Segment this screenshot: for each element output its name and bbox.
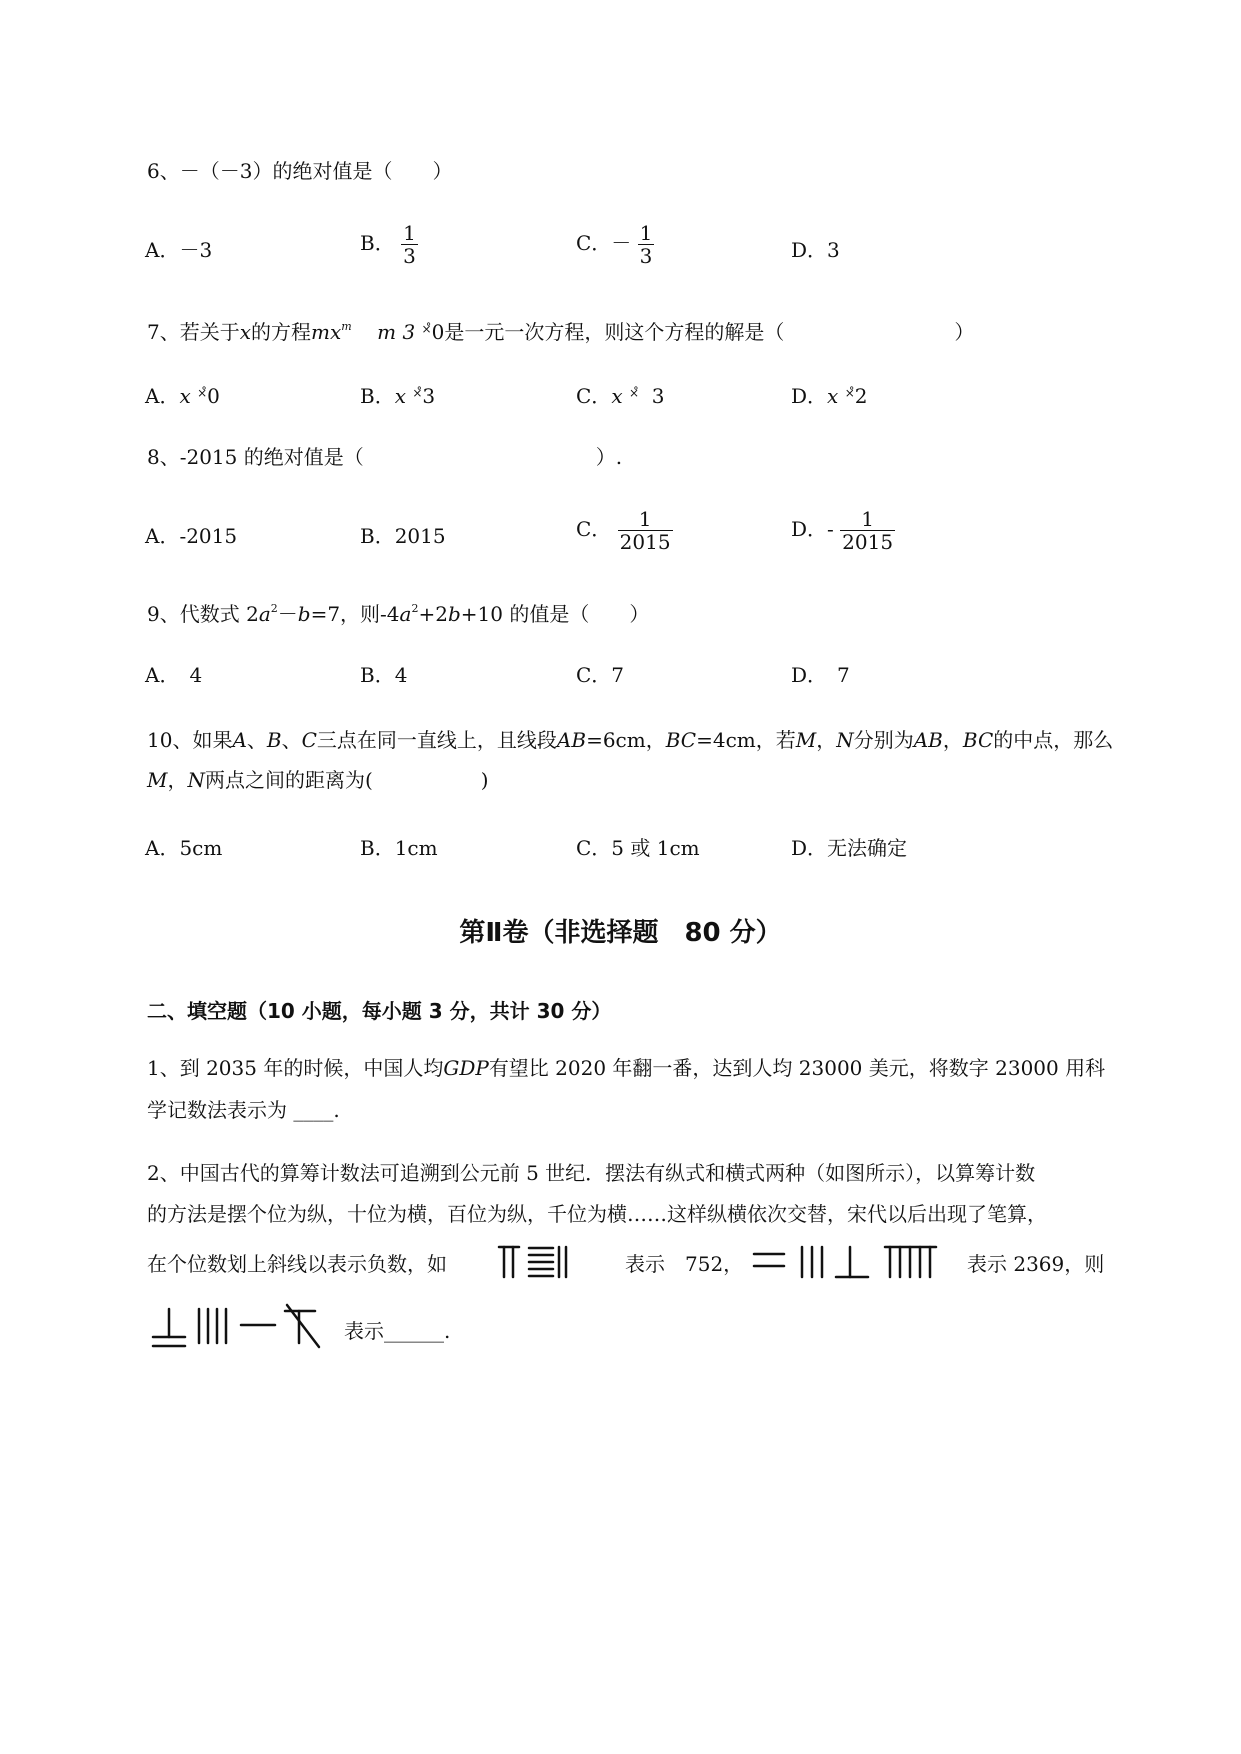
q10-option-d: D．无法确定	[791, 836, 908, 860]
point-a: A	[232, 728, 247, 752]
q6-option-b-fraction	[401, 222, 418, 267]
q7-paren-close: ）	[954, 320, 975, 344]
q10-text: ，	[942, 728, 963, 752]
exponent-2: 2	[411, 602, 419, 615]
q9-stem-part: +10 的值是（ ）	[460, 602, 650, 626]
equals-sign-glyph: ×̊	[412, 386, 423, 400]
q10-text: 、	[281, 728, 302, 752]
q7-equation-term: mx	[311, 320, 342, 344]
var-a: a	[258, 602, 271, 626]
equals-sign-glyph: ×̊	[421, 322, 432, 336]
q8-option-c	[576, 508, 673, 553]
option-label: C．	[576, 384, 612, 408]
f2-line2: 的方法是摆个位为纵，十位为横，百位为纵，千位为横……这样纵横依次交替，宋代以后出现了笔算，	[147, 1202, 1047, 1226]
q10-text: ，	[167, 768, 188, 792]
var-x: x	[179, 384, 191, 408]
f1-text: 1、到 2035 年的时候，中国人均	[147, 1056, 444, 1080]
point-b: B	[266, 728, 282, 752]
q9-option-a: A． 4	[145, 663, 203, 687]
option-label: B．	[360, 384, 395, 408]
fraction-denominator: 2015	[842, 530, 894, 554]
q8-stem	[147, 444, 622, 470]
f1-text: 有望比 2020 年翻一番，达到人均 23000 美元，将数字 23000 用科	[488, 1056, 1106, 1080]
fraction-numerator: 1	[403, 221, 416, 245]
q9-option-b: B．4	[360, 663, 408, 687]
q9-option-d: D． 7	[791, 663, 850, 687]
option-value: 0	[207, 384, 220, 408]
q9-stem	[147, 596, 649, 627]
f2-line4: 表示______.	[344, 1319, 451, 1343]
var-b: b	[297, 602, 311, 626]
q9-stem-part: 9、代数式 2	[147, 602, 259, 626]
point-m: M	[795, 728, 817, 752]
q10-stem-line2	[147, 767, 489, 793]
option-label: D．	[791, 384, 828, 408]
point-c: C	[301, 728, 317, 752]
q6-stem: 6、－（－3）的绝对值是（ ）	[147, 159, 453, 183]
equals-sign-glyph: ×̊	[844, 386, 855, 400]
q6-option-b-label: B．	[360, 231, 395, 255]
point-n: N	[836, 728, 854, 752]
segment-bc: BC	[665, 728, 697, 752]
q8-option-c-label: C．	[576, 517, 612, 541]
q9-stem-part: －	[277, 602, 298, 626]
q7-equation-term-2: m 3	[377, 320, 416, 344]
q7-stem-part: 的方程	[251, 320, 312, 344]
q9-stem-part: =7，则-4	[310, 602, 400, 626]
q10-text: 的中点，那么	[993, 728, 1114, 752]
var-x: x	[239, 320, 252, 344]
q7-stem-part: 是一元一次方程，则这个方程的解是（	[444, 320, 785, 344]
q7-equation-rhs: 0	[431, 320, 445, 344]
segment-ab: AB	[556, 728, 587, 752]
option-value: 2	[854, 384, 868, 408]
q9-stem-part: +2	[418, 602, 448, 626]
q8-stem-text: 8、-2015 的绝对值是（	[147, 445, 364, 469]
q10-text: 两点之间的距离为(	[204, 768, 373, 792]
q6-option-a: A．－3	[145, 238, 213, 262]
segment-ab: AB	[913, 728, 943, 752]
fraction-numerator: 1	[840, 508, 895, 531]
exponent-2: 2	[270, 602, 278, 615]
q8-option-d	[791, 508, 895, 553]
point-m: M	[147, 768, 168, 792]
f2-line3-c: 表示 2369，则	[967, 1252, 1105, 1276]
q10-option-c: C．5 或 1cm	[576, 836, 700, 860]
q10-text: =6cm，	[586, 728, 666, 752]
q6-option-c-fraction	[638, 222, 655, 267]
segment-bc: BC	[962, 728, 994, 752]
f2-line3-b: 表示 752，	[625, 1252, 744, 1276]
q7-stem	[147, 314, 974, 345]
q10-text: =4cm，若	[696, 728, 796, 752]
option-value: 3	[651, 384, 665, 408]
var-x: x	[827, 384, 839, 408]
q6-option-d: D．3	[791, 238, 840, 262]
q8-option-b: B．2015	[360, 524, 446, 548]
f1-line1	[147, 1055, 1105, 1081]
option-label: A．	[145, 384, 180, 408]
gdp-term: GDP	[443, 1056, 489, 1080]
q8-option-d-fraction	[840, 508, 895, 553]
fraction-denominator: 2015	[619, 530, 671, 554]
f1-line2: 学记数法表示为 ____.	[147, 1098, 340, 1122]
counting-rods-752-figure	[497, 1244, 569, 1280]
f2-line1: 2、中国古代的算筹计数法可追溯到公元前 5 世纪．摆法有纵式和横式两种（如图所示），以算筹计数	[147, 1161, 1036, 1185]
q10-text: ，	[816, 728, 837, 752]
q10-paren-close: )	[480, 768, 489, 792]
q6-option-b	[360, 222, 418, 267]
equals-sign-glyph: ×̊	[197, 386, 208, 400]
fraction-denominator: 3	[403, 244, 416, 268]
q9-option-c: C．7	[576, 663, 625, 687]
f2-line3-a: 在个位数划上斜线以表示负数，如	[147, 1252, 447, 1276]
fraction-numerator: 1	[639, 221, 653, 245]
point-n: N	[187, 768, 205, 792]
q10-text: 、	[246, 728, 267, 752]
q10-text: 10、如果	[147, 728, 233, 752]
q8-option-d-label: D．-	[791, 517, 834, 541]
q10-text: 分别为	[853, 728, 914, 752]
var-x: x	[611, 384, 623, 408]
fraction-denominator: 3	[639, 244, 653, 268]
fraction-numerator: 1	[618, 508, 673, 531]
q10-text: 三点在同一直线上，且线段	[316, 728, 557, 752]
counting-rods-answer-figure	[149, 1303, 324, 1349]
q10-option-b: B．1cm	[360, 836, 438, 860]
q7-option-a	[145, 380, 220, 409]
q7-option-d	[791, 380, 867, 409]
q8-paren-close: ）.	[595, 445, 623, 469]
var-x: x	[394, 384, 406, 408]
equals-sign-glyph: ×̊	[628, 386, 640, 400]
counting-rods-2369-figure	[750, 1244, 940, 1284]
q7-option-b	[360, 380, 435, 409]
option-value: 3	[422, 384, 436, 408]
q6-option-c	[576, 222, 654, 267]
q10-option-a: A．5cm	[145, 836, 223, 860]
var-a: a	[399, 602, 412, 626]
q7-option-c	[576, 380, 664, 409]
q8-option-c-fraction	[618, 508, 673, 553]
section-title: 第Ⅱ卷（非选择题 80 分）	[459, 918, 782, 948]
var-b: b	[447, 602, 461, 626]
q8-option-a: A．-2015	[145, 524, 238, 548]
q7-exponent: m	[341, 320, 352, 333]
q6-option-c-label: C．－	[576, 231, 632, 255]
section-subheading: 二、填空题（10 小题，每小题 3 分，共计 30 分）	[147, 999, 612, 1023]
q7-stem-part: 7、若关于	[147, 320, 240, 344]
q10-stem-line1	[147, 727, 1113, 753]
